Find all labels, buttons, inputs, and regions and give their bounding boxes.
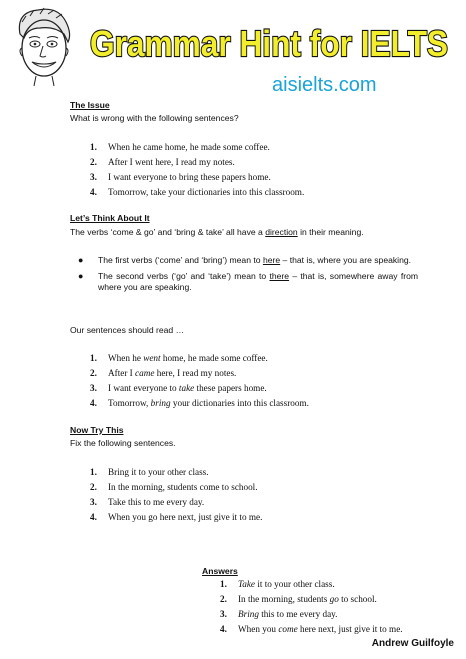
bullet-item: ● The first verbs (‘come’ and ‘bring’) mean to here – that is, where you are speaking. bbox=[78, 255, 412, 265]
think-intro: The verbs ‘come & go’ and ‘bring & take’ all have a direction in their meaning. bbox=[70, 227, 364, 237]
list-item: 3. Take this to me every day. bbox=[90, 497, 205, 507]
list-item: 3. Bring this to me every day. bbox=[220, 609, 338, 619]
corrected-list bbox=[90, 352, 450, 412]
issue-list bbox=[90, 141, 450, 201]
list-item: 2. After I came here, I read my notes. bbox=[90, 368, 237, 378]
think-bullets bbox=[76, 255, 418, 298]
try-intro: Fix the following sentences. bbox=[70, 438, 176, 448]
list-item: 1. When he went home, he made some coffee. bbox=[90, 353, 268, 363]
answers-list bbox=[220, 578, 460, 638]
list-item: 2. In the morning, students come to school. bbox=[90, 482, 258, 492]
heading-think: Let’s Think About It bbox=[70, 213, 150, 223]
site-name: aisielts.com bbox=[272, 74, 377, 96]
title-text: Grammar Hint for IELTS bbox=[90, 23, 448, 64]
bullet-item: ● The second verbs (‘go’ and ‘take’) mean to there – that is, somewhere away from where you are speaking. bbox=[78, 271, 419, 292]
list-item: 4. When you go here next, just give it to me. bbox=[90, 512, 263, 522]
list-item: 2. After I went here, I read my notes. bbox=[90, 157, 235, 167]
document-title bbox=[86, 10, 456, 70]
heading-try: Now Try This bbox=[70, 425, 124, 435]
list-item: 4. Tomorrow, take your dictionaries into this classroom. bbox=[90, 187, 305, 197]
cartoon-face-logo bbox=[10, 4, 76, 86]
list-item: 3. I want everyone to bring these papers home. bbox=[90, 172, 271, 182]
list-item: 1. Take it to your other class. bbox=[220, 579, 335, 589]
heading-answers: Answers bbox=[202, 566, 238, 576]
list-item: 3. I want everyone to take these papers home. bbox=[90, 383, 267, 393]
list-item: 1. When he came home, he made some coffee. bbox=[90, 142, 270, 152]
list-item: 4. Tomorrow, bring your dictionaries into this classroom. bbox=[90, 398, 309, 408]
bullet-icon: ● bbox=[78, 271, 84, 281]
corrected-intro: Our sentences should read … bbox=[70, 325, 185, 335]
try-list bbox=[90, 466, 450, 526]
list-item: 2. In the morning, students go to school. bbox=[220, 594, 377, 604]
author-name: Andrew Guilfoyle bbox=[371, 638, 454, 649]
list-item: 1. Bring it to your other class. bbox=[90, 467, 209, 477]
heading-issue: The Issue bbox=[70, 100, 110, 110]
list-item: 4. When you come here next, just give it to me. bbox=[220, 624, 403, 634]
bullet-icon: ● bbox=[78, 255, 84, 265]
issue-intro: What is wrong with the following sentences? bbox=[70, 113, 239, 123]
